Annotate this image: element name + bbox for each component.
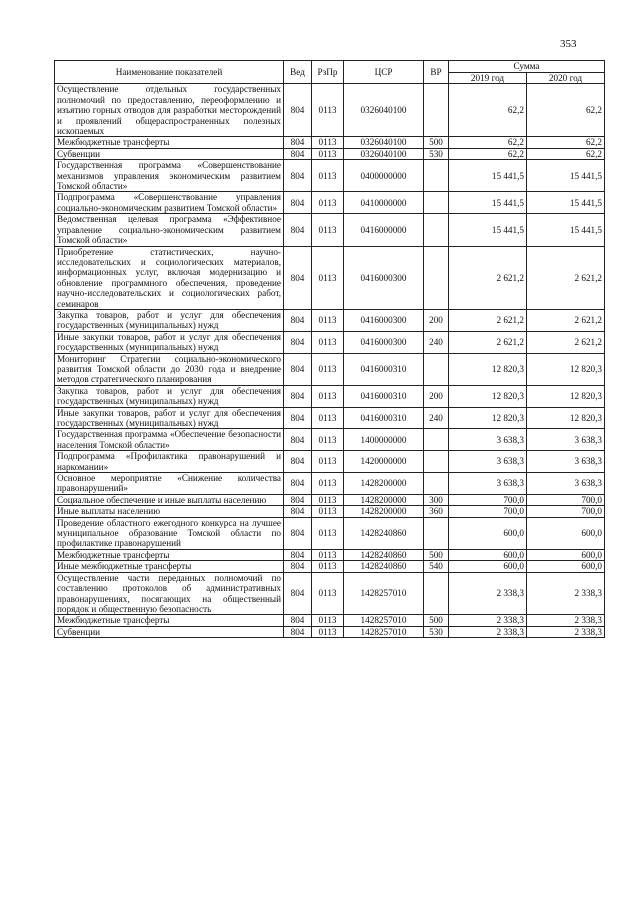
cell-name: Иные закупки товаров, работ и услуг для обеспечения государственных (муниципальных) нужд — [55, 331, 284, 353]
cell-2020: 2 621,2 — [527, 309, 605, 331]
header-2020: 2020 год — [527, 73, 605, 84]
header-vr: ВР — [424, 61, 449, 84]
header-ved: Вед — [284, 61, 312, 84]
cell-2020: 2 621,2 — [527, 331, 605, 353]
cell-2020: 600,0 — [527, 549, 605, 560]
cell-rzpr: 0113 — [312, 192, 344, 214]
cell-2020: 15 441,5 — [527, 160, 605, 192]
cell-2020: 700,0 — [527, 506, 605, 517]
cell-rzpr: 0113 — [312, 561, 344, 572]
cell-2020: 2 338,3 — [527, 626, 605, 637]
cell-name: Мониторинг Стратегии социально-экономического развития Томской области до 2030 года и внедрение методов стратегического планирования — [55, 353, 284, 385]
cell-ved: 804 — [284, 549, 312, 560]
cell-csr: 1420000000 — [344, 451, 424, 473]
cell-vr — [424, 572, 449, 615]
cell-ved: 804 — [284, 214, 312, 246]
cell-vr: 240 — [424, 407, 449, 429]
cell-rzpr: 0113 — [312, 626, 344, 637]
cell-2019: 3 638,3 — [449, 473, 527, 495]
budget-table — [54, 60, 605, 638]
cell-csr: 0416000310 — [344, 407, 424, 429]
table-row — [55, 192, 605, 214]
cell-rzpr: 0113 — [312, 246, 344, 309]
cell-2019: 2 338,3 — [449, 626, 527, 637]
cell-2019: 3 638,3 — [449, 429, 527, 451]
cell-ved: 804 — [284, 429, 312, 451]
cell-rzpr: 0113 — [312, 148, 344, 159]
cell-ved: 804 — [284, 494, 312, 505]
cell-name: Осуществление части переданных полномочий по составлению протоколов об административных правонарушениях, посягающих на общественный порядок и общественную безопасность — [55, 572, 284, 615]
table-row — [55, 353, 605, 385]
cell-2019: 12 820,3 — [449, 407, 527, 429]
cell-csr: 0416000300 — [344, 331, 424, 353]
cell-2019: 2 338,3 — [449, 572, 527, 615]
table-row — [55, 309, 605, 331]
cell-name: Подпрограмма «Совершенствование управления социально-экономическим развитием Томской области» — [55, 192, 284, 214]
cell-rzpr: 0113 — [312, 214, 344, 246]
table-row — [55, 572, 605, 615]
cell-2019: 600,0 — [449, 549, 527, 560]
cell-rzpr: 0113 — [312, 506, 344, 517]
cell-rzpr: 0113 — [312, 385, 344, 407]
cell-2019: 2 621,2 — [449, 331, 527, 353]
cell-ved: 804 — [284, 517, 312, 549]
table-row — [55, 148, 605, 159]
cell-csr: 1428240860 — [344, 561, 424, 572]
cell-vr: 500 — [424, 615, 449, 626]
cell-2019: 2 621,2 — [449, 309, 527, 331]
table-row — [55, 385, 605, 407]
cell-2019: 2 338,3 — [449, 615, 527, 626]
cell-vr — [424, 429, 449, 451]
cell-csr: 0326040100 — [344, 137, 424, 148]
cell-rzpr: 0113 — [312, 429, 344, 451]
cell-name: Субвенции — [55, 626, 284, 637]
cell-csr: 0416000300 — [344, 309, 424, 331]
cell-name: Межбюджетные трансферты — [55, 615, 284, 626]
cell-name: Государственная программа «Совершенствование механизмов управления экономическим развитием Томской области» — [55, 160, 284, 192]
cell-vr — [424, 192, 449, 214]
cell-name: Государственная программа «Обеспечение безопасности населения Томской области» — [55, 429, 284, 451]
cell-2019: 62,2 — [449, 148, 527, 159]
cell-vr — [424, 353, 449, 385]
cell-vr — [424, 451, 449, 473]
cell-csr: 1428200000 — [344, 473, 424, 495]
cell-2020: 3 638,3 — [527, 473, 605, 495]
cell-name: Субвенции — [55, 148, 284, 159]
cell-2020: 3 638,3 — [527, 429, 605, 451]
cell-2020: 2 621,2 — [527, 246, 605, 309]
cell-2020: 12 820,3 — [527, 407, 605, 429]
cell-2019: 2 621,2 — [449, 246, 527, 309]
cell-rzpr: 0113 — [312, 451, 344, 473]
cell-ved: 804 — [284, 506, 312, 517]
header-csr: ЦСР — [344, 61, 424, 84]
cell-2020: 3 638,3 — [527, 451, 605, 473]
cell-2020: 62,2 — [527, 137, 605, 148]
cell-2019: 3 638,3 — [449, 451, 527, 473]
cell-name: Осуществление отдельных государственных полномочий по предоставлению, переоформлению и изъятию горных отводов для разработки месторождений и проявлений общераспространенных полезных ископаемых — [55, 84, 284, 137]
cell-rzpr: 0113 — [312, 517, 344, 549]
cell-vr: 240 — [424, 331, 449, 353]
cell-ved: 804 — [284, 385, 312, 407]
cell-2020: 12 820,3 — [527, 353, 605, 385]
table-body — [55, 84, 605, 638]
cell-csr: 0416000000 — [344, 214, 424, 246]
cell-2020: 2 338,3 — [527, 572, 605, 615]
table-row — [55, 429, 605, 451]
cell-2019: 12 820,3 — [449, 385, 527, 407]
cell-csr: 1428200000 — [344, 494, 424, 505]
cell-2019: 15 441,5 — [449, 192, 527, 214]
cell-2020: 600,0 — [527, 517, 605, 549]
cell-csr: 1428240860 — [344, 517, 424, 549]
cell-rzpr: 0113 — [312, 549, 344, 560]
table-row — [55, 407, 605, 429]
table-row — [55, 506, 605, 517]
cell-csr: 0416000300 — [344, 246, 424, 309]
table-row — [55, 549, 605, 560]
cell-ved: 804 — [284, 626, 312, 637]
cell-csr: 1428257010 — [344, 626, 424, 637]
cell-vr: 300 — [424, 494, 449, 505]
cell-vr: 530 — [424, 626, 449, 637]
cell-2019: 62,2 — [449, 84, 527, 137]
cell-vr: 530 — [424, 148, 449, 159]
cell-2019: 700,0 — [449, 506, 527, 517]
cell-csr: 1428257010 — [344, 615, 424, 626]
table-row — [55, 214, 605, 246]
cell-rzpr: 0113 — [312, 494, 344, 505]
cell-vr — [424, 214, 449, 246]
cell-ved: 804 — [284, 148, 312, 159]
cell-name: Подпрограмма «Профилактика правонарушений и наркомании» — [55, 451, 284, 473]
cell-rzpr: 0113 — [312, 331, 344, 353]
cell-vr — [424, 84, 449, 137]
cell-2020: 15 441,5 — [527, 214, 605, 246]
header-2019: 2019 год — [449, 73, 527, 84]
cell-ved: 804 — [284, 160, 312, 192]
cell-name: Иные межбюджетные трансферты — [55, 561, 284, 572]
cell-name: Межбюджетные трансферты — [55, 549, 284, 560]
cell-vr: 360 — [424, 506, 449, 517]
cell-vr: 200 — [424, 385, 449, 407]
cell-vr: 540 — [424, 561, 449, 572]
cell-vr — [424, 517, 449, 549]
cell-ved: 804 — [284, 309, 312, 331]
cell-2019: 600,0 — [449, 517, 527, 549]
cell-rzpr: 0113 — [312, 353, 344, 385]
cell-csr: 1428200000 — [344, 506, 424, 517]
table-row — [55, 517, 605, 549]
cell-ved: 804 — [284, 451, 312, 473]
cell-2020: 15 441,5 — [527, 192, 605, 214]
cell-name: Основное мероприятие «Снижение количества правонарушений» — [55, 473, 284, 495]
cell-csr: 1428257010 — [344, 572, 424, 615]
cell-name: Социальное обеспечение и иные выплаты населению — [55, 494, 284, 505]
cell-2020: 12 820,3 — [527, 385, 605, 407]
cell-csr: 0410000000 — [344, 192, 424, 214]
cell-ved: 804 — [284, 615, 312, 626]
cell-csr: 0326040100 — [344, 148, 424, 159]
cell-rzpr: 0113 — [312, 309, 344, 331]
cell-name: Приобретение статистических, научно-исследовательских и социологических материалов, информационных услуг, включая модернизацию и обновление программного обеспечения, проведение научно-исследовательских и социологических работ, семинаров — [55, 246, 284, 309]
header-sum: Сумма — [449, 61, 605, 73]
header-name: Наименование показателей — [55, 61, 284, 84]
cell-2019: 15 441,5 — [449, 214, 527, 246]
cell-csr: 0416000310 — [344, 385, 424, 407]
cell-ved: 804 — [284, 572, 312, 615]
cell-ved: 804 — [284, 561, 312, 572]
cell-ved: 804 — [284, 331, 312, 353]
cell-vr — [424, 160, 449, 192]
cell-csr: 1428240860 — [344, 549, 424, 560]
cell-2019: 600,0 — [449, 561, 527, 572]
cell-2020: 700,0 — [527, 494, 605, 505]
cell-rzpr: 0113 — [312, 137, 344, 148]
cell-rzpr: 0113 — [312, 572, 344, 615]
cell-rzpr: 0113 — [312, 473, 344, 495]
cell-name: Проведение областного ежегодного конкурса на лучшее муниципальное образование Томской области по профилактике правонарушений — [55, 517, 284, 549]
cell-2019: 62,2 — [449, 137, 527, 148]
cell-rzpr: 0113 — [312, 615, 344, 626]
cell-name: Межбюджетные трансферты — [55, 137, 284, 148]
cell-csr: 0416000310 — [344, 353, 424, 385]
cell-name: Ведомственная целевая программа «Эффективное управление социально-экономическим развитием Томской области» — [55, 214, 284, 246]
header-rzpr: РзПр — [312, 61, 344, 84]
table-row — [55, 615, 605, 626]
cell-csr: 1400000000 — [344, 429, 424, 451]
table-row — [55, 626, 605, 637]
cell-2020: 2 338,3 — [527, 615, 605, 626]
cell-rzpr: 0113 — [312, 407, 344, 429]
cell-2020: 600,0 — [527, 561, 605, 572]
cell-vr: 500 — [424, 137, 449, 148]
cell-ved: 804 — [284, 137, 312, 148]
cell-rzpr: 0113 — [312, 84, 344, 137]
cell-ved: 804 — [284, 246, 312, 309]
cell-ved: 804 — [284, 84, 312, 137]
table-row — [55, 331, 605, 353]
cell-vr — [424, 246, 449, 309]
cell-vr: 200 — [424, 309, 449, 331]
cell-csr: 0400000000 — [344, 160, 424, 192]
cell-name: Закупка товаров, работ и услуг для обеспечения государственных (муниципальных) нужд — [55, 385, 284, 407]
cell-2020: 62,2 — [527, 84, 605, 137]
table-row — [55, 246, 605, 309]
cell-2020: 62,2 — [527, 148, 605, 159]
cell-2019: 15 441,5 — [449, 160, 527, 192]
table-row — [55, 84, 605, 137]
cell-ved: 804 — [284, 407, 312, 429]
cell-name: Иные выплаты населению — [55, 506, 284, 517]
table-row — [55, 160, 605, 192]
cell-2019: 700,0 — [449, 494, 527, 505]
cell-ved: 804 — [284, 473, 312, 495]
table-row — [55, 451, 605, 473]
cell-vr — [424, 473, 449, 495]
cell-csr: 0326040100 — [344, 84, 424, 137]
table-row — [55, 494, 605, 505]
cell-name: Закупка товаров, работ и услуг для обеспечения государственных (муниципальных) нужд — [55, 309, 284, 331]
cell-name: Иные закупки товаров, работ и услуг для обеспечения государственных (муниципальных) нужд — [55, 407, 284, 429]
cell-2019: 12 820,3 — [449, 353, 527, 385]
cell-ved: 804 — [284, 353, 312, 385]
table-row — [55, 561, 605, 572]
page-number: 353 — [560, 38, 577, 50]
cell-vr: 500 — [424, 549, 449, 560]
table-row — [55, 473, 605, 495]
table-row — [55, 137, 605, 148]
cell-ved: 804 — [284, 192, 312, 214]
cell-rzpr: 0113 — [312, 160, 344, 192]
